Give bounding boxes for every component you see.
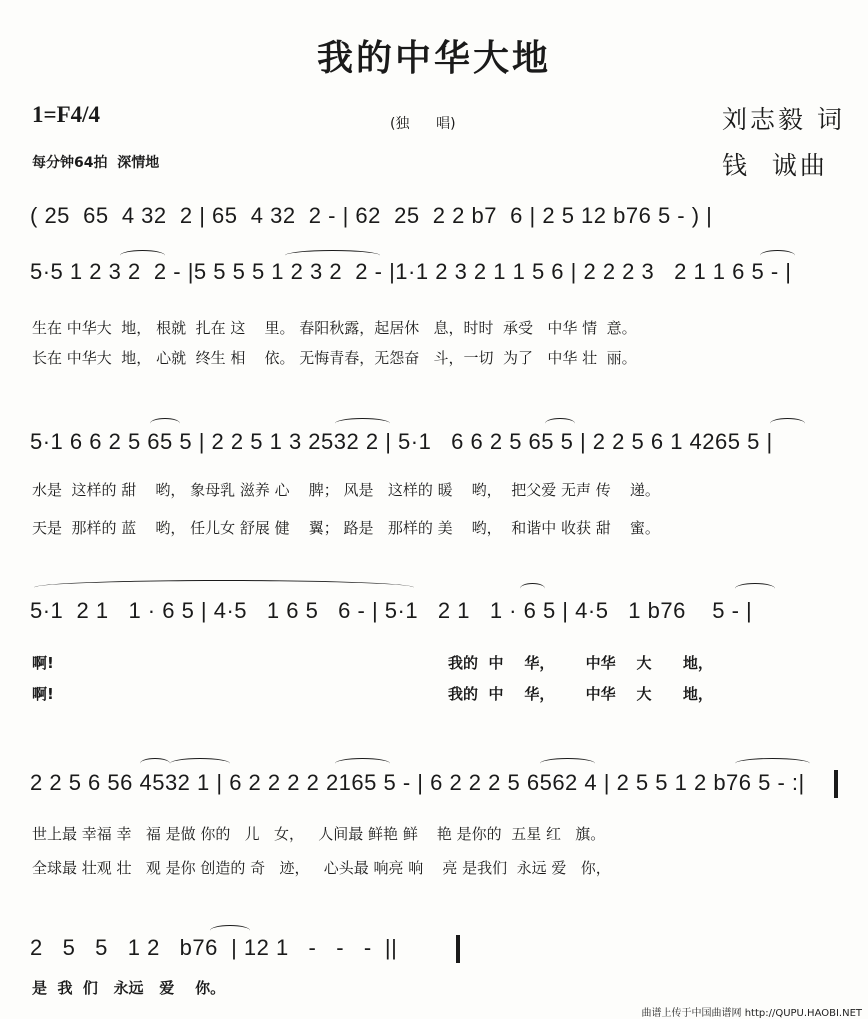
slur <box>520 583 545 594</box>
staff-6-notes: 2 5 5 1 2 b76 | 12 1 - - - || <box>30 935 398 960</box>
staff-4-lyrics-right-verse-1: 我的 中 华， 中华 大 地， <box>448 654 713 672</box>
long-slur <box>34 580 414 595</box>
staff-4-lyrics-right-verse-2: 我的 中 华， 中华 大 地， <box>448 685 713 703</box>
staff-4-lyrics-left-verse-2: 啊! <box>32 685 54 703</box>
composer-credit: 钱 诚曲 <box>722 151 828 180</box>
staff-6-lyrics: 是 我 们 永远 爱 你。 <box>32 979 226 997</box>
staff-5-lyrics-verse-2: 全球最 壮观 壮 观 是你 创造的 奇 迹， 心头最 响亮 响 亮 是我们 永远 爱 你， <box>32 859 611 877</box>
slur <box>545 418 575 429</box>
staff-2-lyrics-verse-1: 生在 中华大 地， 根就 扎在 这 里。 春阳秋露，起居休 息，时时 承受 中华 情 意。 <box>32 319 637 337</box>
staff-1-notes: ( 25 65 4 32 2 | 65 4 32 2 - | 62 25 2 2 b7 6 | 2 5 12 b76 5 - ) | <box>30 203 713 228</box>
staff-4-lyrics-left-verse-1: 啊! <box>32 654 54 672</box>
slur <box>335 758 390 769</box>
slur <box>770 418 805 429</box>
repeat-end-barline <box>834 770 838 798</box>
staff-3-lyrics-verse-1: 水是 这样的 甜 哟， 象母乳 滋养 心 脾； 风是 这样的 暖 哟， 把父爱 无声 传 递。 <box>32 481 660 499</box>
slur <box>335 418 390 429</box>
site-watermark: 曲谱上传于中国曲谱网 http://QUPU.HAOBI.NET <box>641 1008 862 1019</box>
staff-2-lyrics-verse-2: 长在 中华大 地， 心就 终生 相 依。 无悔青春，无怨奋 斗，一切 为了 中华 壮 丽。 <box>32 349 637 367</box>
staff-2-notes: 5·5 1 2 3 2 2 - |5 5 5 5 1 2 3 2 2 - |1·1 2 3 2 1 1 5 6 | 2 2 2 3 2 1 1 6 5 - | <box>30 259 792 284</box>
slur <box>540 758 595 769</box>
tempo-marking: 每分钟64拍 深情地 <box>32 155 160 171</box>
lyricist-credit: 刘志毅 词 <box>722 105 845 134</box>
staff-4-notes: 5·1 2 1 1 · 6 5 | 4·5 1 6 5 6 - | 5·1 2 1 1 · 6 5 | 4·5 1 b76 5 - | <box>30 598 753 623</box>
performance-type: (独 唱) <box>390 116 456 132</box>
slur <box>140 758 170 769</box>
key-signature: 1=F4/4 <box>32 102 101 127</box>
final-barline <box>456 935 460 963</box>
slur <box>170 758 230 769</box>
staff-3-lyrics-verse-2: 天是 那样的 蓝 哟， 任儿女 舒展 健 翼； 路是 那样的 美 哟， 和谐中 收获 甜 蜜。 <box>32 519 660 537</box>
slur <box>735 758 810 769</box>
staff-3-notes: 5·1 6 6 2 5 65 5 | 2 2 5 1 3 2532 2 | 5·1 6 6 2 5 65 5 | 2 2 5 6 1 4265 5 | <box>30 429 773 454</box>
slur <box>150 418 180 429</box>
slur <box>735 583 775 594</box>
song-title: 我的中华大地 <box>316 37 551 79</box>
staff-5-notes: 2 2 5 6 56 4532 1 | 6 2 2 2 2 2165 5 - | 6 2 2 2 5 6562 4 | 2 5 5 1 2 b76 5 - :| <box>30 770 805 795</box>
staff-5-lyrics-verse-1: 世上最 幸福 幸 福 是做 你的 儿 女， 人间最 鲜艳 鲜 艳 是你的 五星 红 旗。 <box>32 825 606 843</box>
